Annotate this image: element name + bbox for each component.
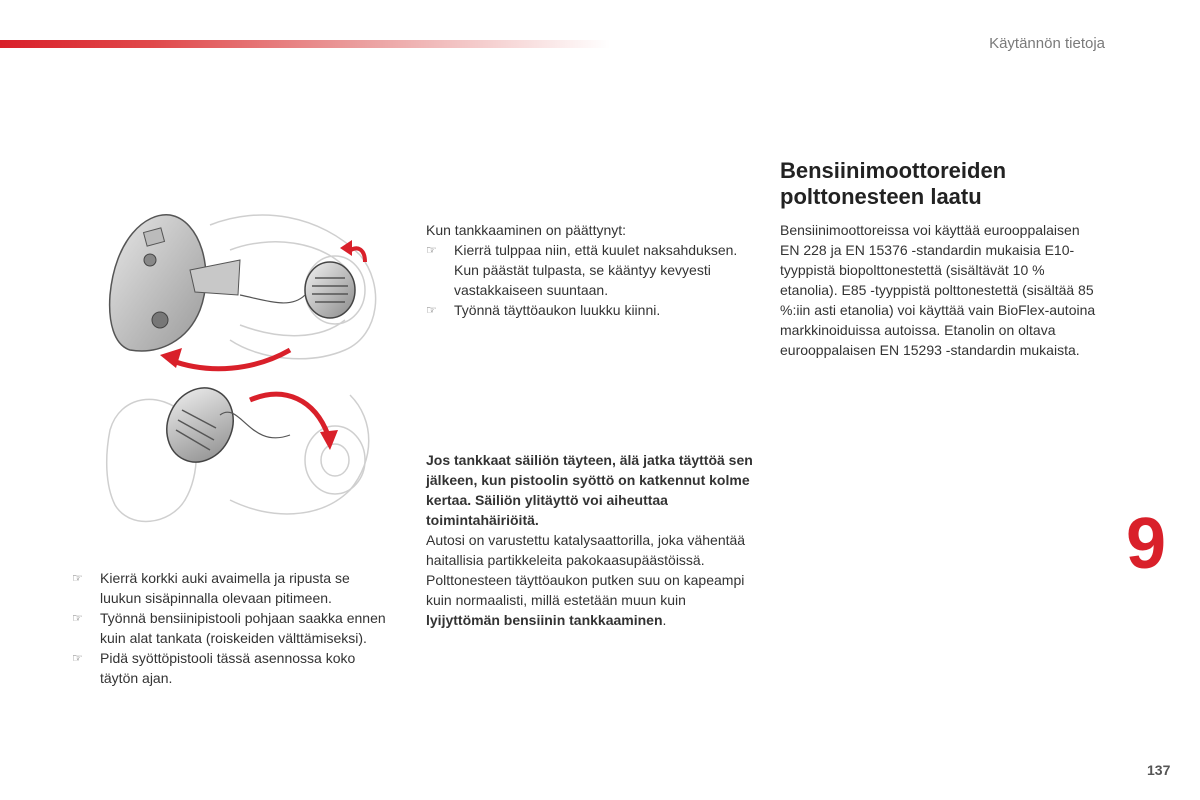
list-item: ☞ Pidä syöttöpistooli tässä asennossa koko täytön ajan. [72,650,356,686]
rotate-arrow-bottom [250,394,328,435]
pointer-icon: ☞ [426,243,437,257]
left-instructions [72,568,387,688]
page-number: 137 [1147,762,1171,778]
pointer-icon: ☞ [72,571,83,585]
filler-housing-bottom [107,395,369,521]
fuel-quality-text: Bensiinimoottoreissa voi käyttää eurooppalaisen EN 228 ja EN 15376 -standardin mukaisia E10-tyyppistä biopolttonestettä (sisältävät 10 % etanolia). E85 -tyyppistä polttonestettä (sisältää 85 %:iin asti etanolia) voi käyttää vain BioFlex-autoina markkinoiduissa autoissa. Etanolin on oltava eurooppalaisen EN 15293 -standardin mukaista. [780,222,1096,358]
list-item: ☞ Kierrä tulppaa niin, että kuulet naksahduksen. [426,242,738,258]
fuel-cap-top [305,262,355,318]
list-item: ☞ Kierrä korkki auki avaimella ja ripusta se luukun sisäpinnalla olevaan pitimeen. [72,570,350,606]
header-accent-bar [0,40,610,48]
pointer-icon: ☞ [426,303,437,317]
pointer-icon: ☞ [72,651,83,665]
overfill-warning: Jos tankkaat säiliön täyteen, älä jatka täyttöä sen jälkeen, kun pistoolin syöttö on katkennut kolme kertaa. Säiliön ylitäyttö voi aiheuttaa toimintahäiriöitä. [426,452,753,528]
pointer-icon: ☞ [72,611,83,625]
unleaded-note: Polttonesteen täyttöaukon putken suu on kapeampi kuin normaalisti, millä estetään muun kuin lyijyttömän bensiinin tankkaaminen. [426,572,745,628]
intro-text: Kun tankkaaminen on päättynyt: [426,222,627,238]
cap-note: Kun päästät tulpasta, se kääntyy kevyesti vastakkaiseen suuntaan. [454,262,711,298]
chapter-number: 9 [1126,504,1167,584]
fuel-quality-title: Bensiinimoottoreiden polttonesteen laatu [780,158,1007,209]
fuel-cap-bottom [155,377,245,473]
fuel-cap-illustration [90,200,390,545]
list-item: ☞ Työnnä täyttöaukon luukku kiinni. [426,302,661,318]
section-header-title: Käytännön tietoja [989,35,1105,52]
catalytic-note: Autosi on varustettu katalysaattorilla, joka vähentää haitallisia partikkeleita pakokaasupäästöissä. [426,532,746,568]
after-refuelling-instructions [426,220,746,320]
refuelling-notes [426,450,756,630]
rotate-arrow-top [170,350,290,369]
list-item: ☞ Työnnä bensiinipistooli pohjaan saakka ennen kuin alat tankata (roiskeiden välttämiseksi). [72,610,386,646]
